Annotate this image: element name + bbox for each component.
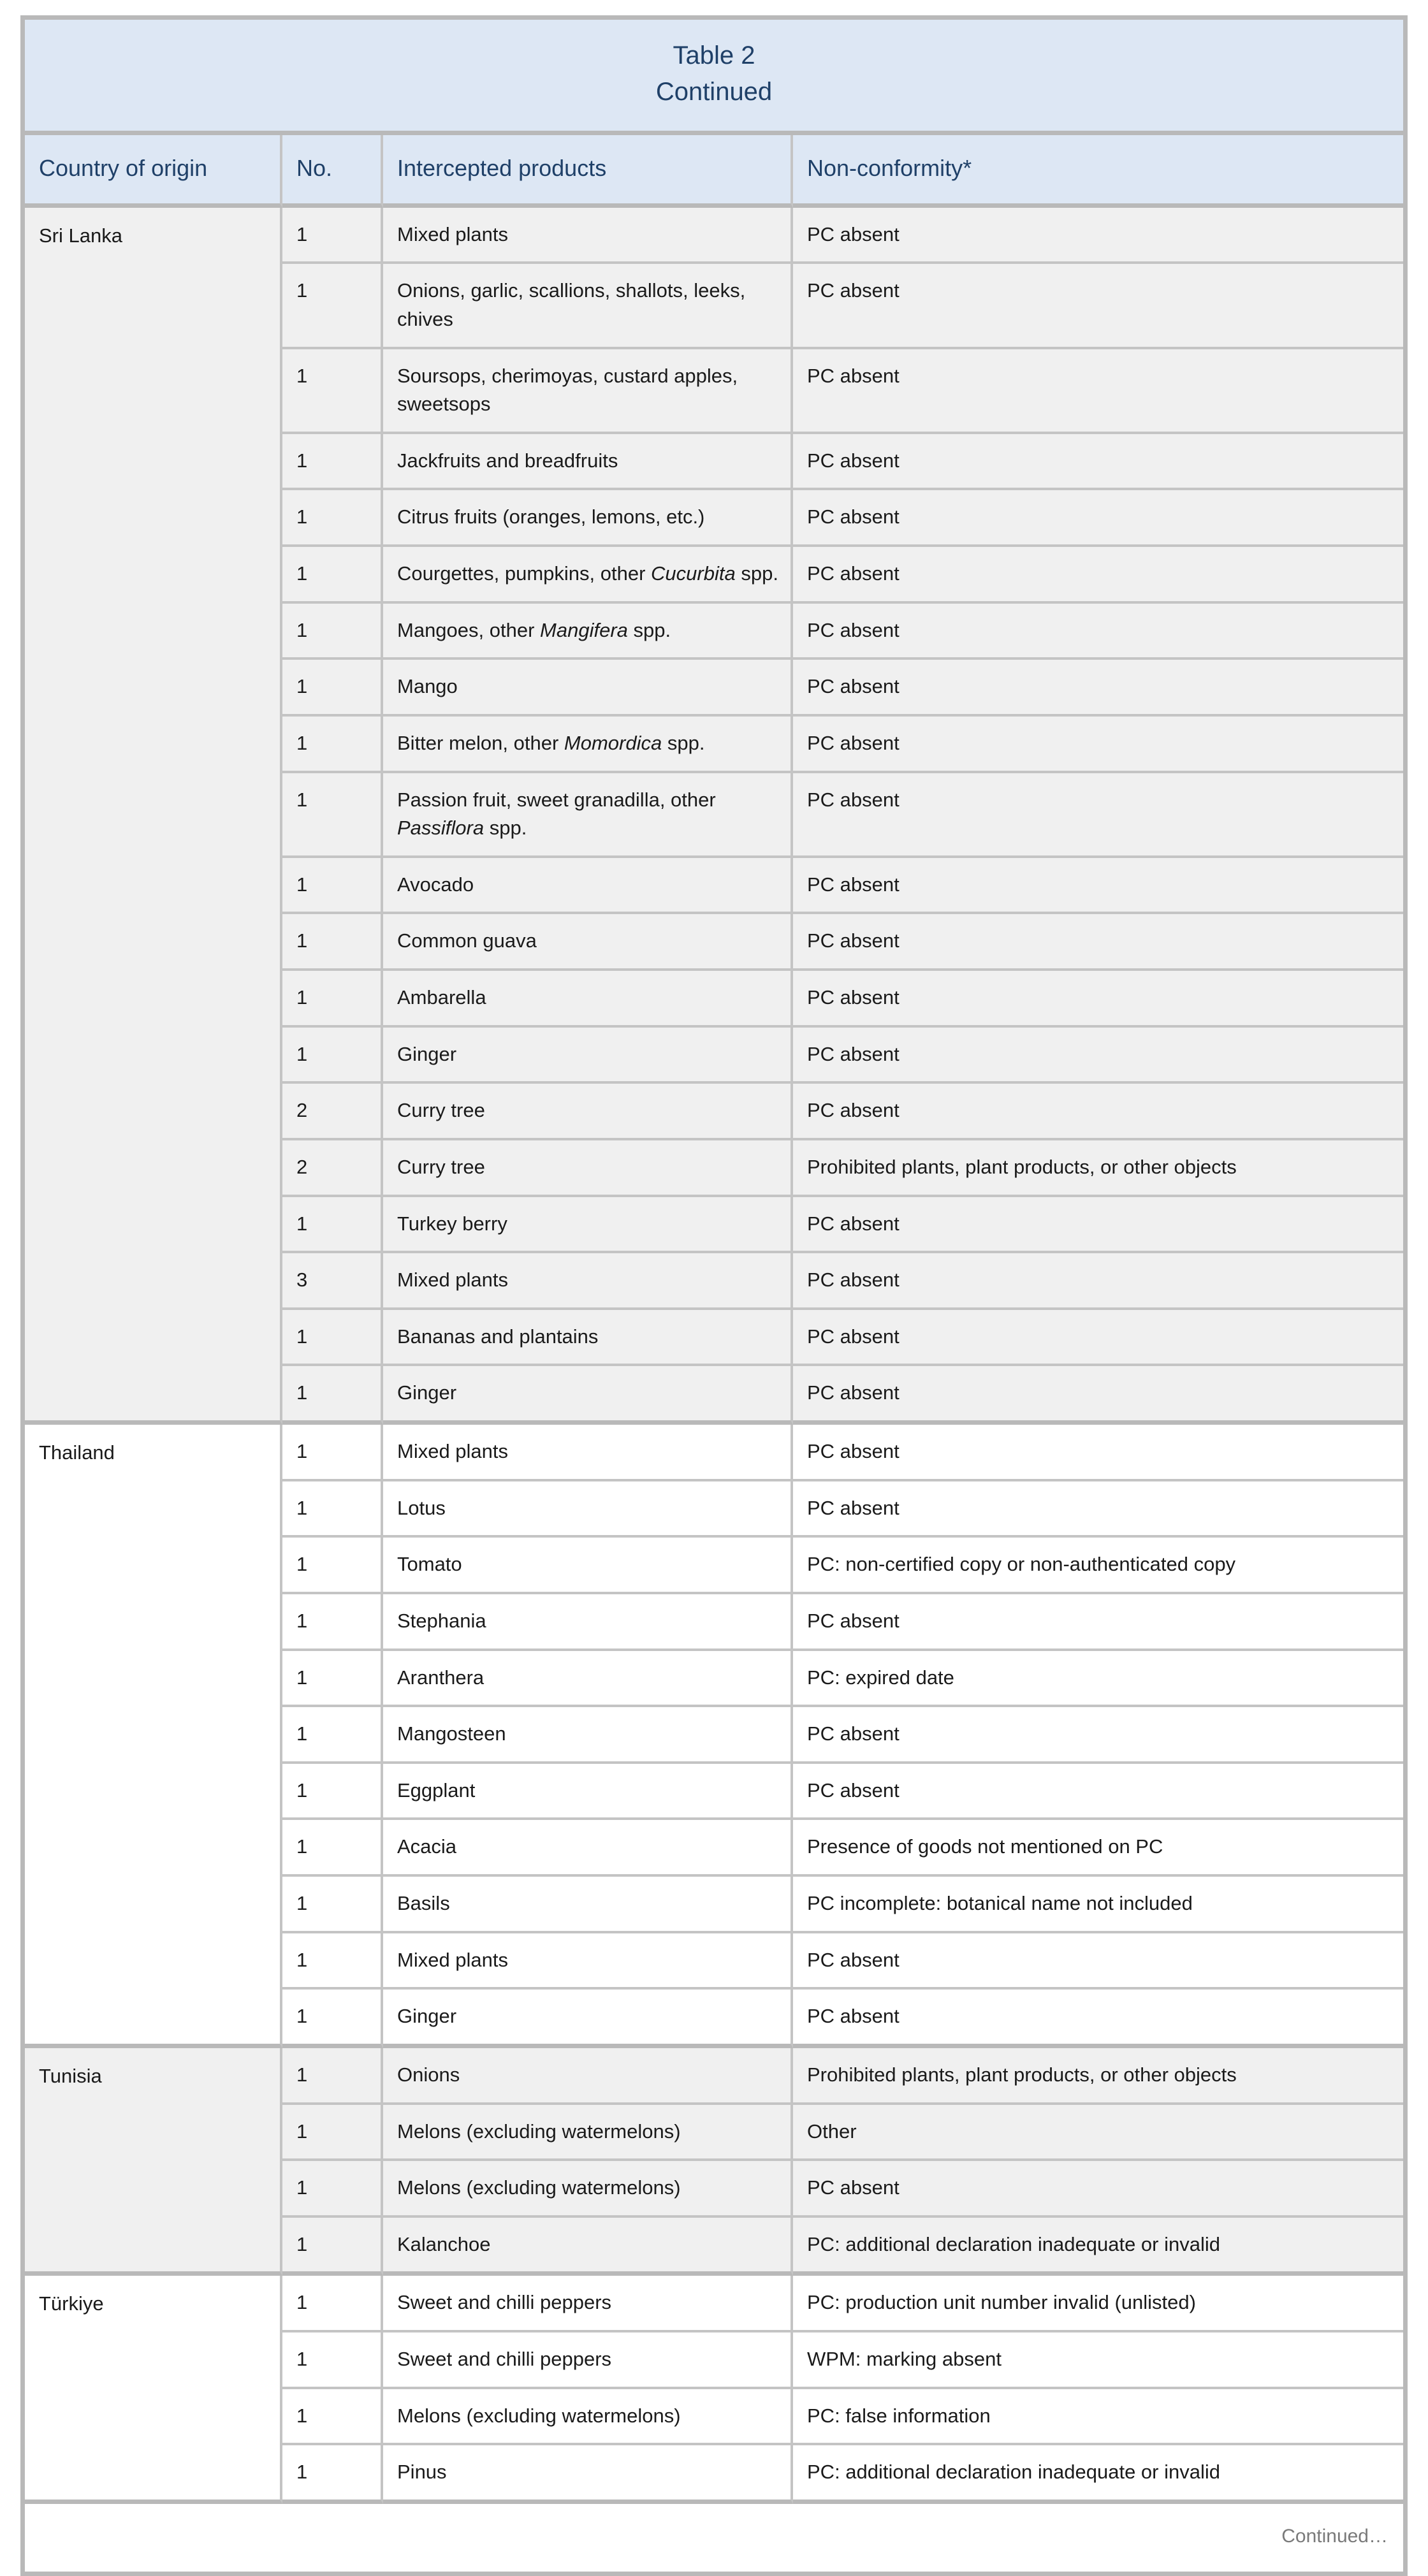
column-header-row: [25, 135, 1403, 208]
table-body: [25, 208, 1403, 2504]
intercepted-product-cell: Ginger: [383, 1028, 793, 1084]
intercepted-product-cell: Melons (excluding watermelons): [383, 2105, 793, 2162]
count-cell: 1: [282, 604, 383, 660]
non-conformity-cell: PC absent: [793, 1084, 1403, 1140]
non-conformity-cell: PC absent: [793, 208, 1403, 265]
country-of-origin-cell: Thailand: [25, 1425, 282, 2048]
table-row: [25, 208, 1403, 265]
count-cell: 1: [282, 1877, 383, 1933]
country-of-origin-cell: Sri Lanka: [25, 208, 282, 1425]
non-conformity-cell: PC absent: [793, 1425, 1403, 1481]
table-row: [25, 1425, 1403, 1481]
count-cell: 1: [282, 2445, 383, 2504]
non-conformity-cell: PC absent: [793, 434, 1403, 491]
count-cell: 2: [282, 1140, 383, 1197]
intercepted-product-cell: Sweet and chilli peppers: [383, 2332, 793, 2389]
non-conformity-cell: PC absent: [793, 858, 1403, 915]
column-header-products: Intercepted products: [383, 135, 793, 208]
intercepted-product-cell: Sweet and chilli peppers: [383, 2276, 793, 2332]
non-conformity-cell: PC absent: [793, 1481, 1403, 1538]
intercepted-product-cell: Melons (excluding watermelons): [383, 2161, 793, 2218]
non-conformity-cell: Presence of goods not mentioned on PC: [793, 1820, 1403, 1877]
non-conformity-cell: PC absent: [793, 604, 1403, 660]
table-subtitle: Continued: [655, 77, 773, 106]
intercepted-product-cell: Passion fruit, sweet granadilla, other Passiflora spp.: [383, 773, 793, 858]
intercepted-product-cell: Jackfruits and breadfruits: [383, 434, 793, 491]
intercepted-product-cell: Curry tree: [383, 1140, 793, 1197]
table-title-cell: [25, 20, 1403, 135]
table-title-row: [25, 20, 1403, 135]
non-conformity-cell: PC absent: [793, 490, 1403, 547]
count-cell: 1: [282, 208, 383, 265]
intercepted-product-cell: Eggplant: [383, 1764, 793, 1821]
count-cell: 1: [282, 914, 383, 971]
table-header: [25, 20, 1403, 208]
non-conformity-cell: PC: additional declaration inadequate or invalid: [793, 2218, 1403, 2276]
table-row: [25, 2048, 1403, 2105]
non-conformity-cell: PC absent: [793, 1366, 1403, 1425]
count-cell: 1: [282, 971, 383, 1028]
count-cell: 1: [282, 660, 383, 717]
intercepted-product-cell: Lotus: [383, 1481, 793, 1538]
count-cell: 1: [282, 2276, 383, 2332]
non-conformity-cell: PC absent: [793, 1707, 1403, 1764]
count-cell: 1: [282, 434, 383, 491]
non-conformity-cell: PC absent: [793, 1197, 1403, 1254]
count-cell: 1: [282, 490, 383, 547]
non-conformity-cell: PC absent: [793, 264, 1403, 349]
non-conformity-cell: PC absent: [793, 1253, 1403, 1310]
intercepted-product-cell: Tomato: [383, 1538, 793, 1594]
non-conformity-cell: PC absent: [793, 1028, 1403, 1084]
count-cell: 1: [282, 264, 383, 349]
non-conformity-cell: PC incomplete: botanical name not included: [793, 1877, 1403, 1933]
intercepted-product-cell: Mangoes, other Mangifera spp.: [383, 604, 793, 660]
intercepted-product-cell: Mixed plants: [383, 1933, 793, 1990]
count-cell: 1: [282, 2161, 383, 2218]
intercepted-product-cell: Mixed plants: [383, 208, 793, 265]
intercepted-product-cell: Mixed plants: [383, 1425, 793, 1481]
intercepted-product-cell: Common guava: [383, 914, 793, 971]
count-cell: 1: [282, 547, 383, 604]
country-of-origin-cell: Türkiye: [25, 2276, 282, 2504]
table-title: Table 2: [673, 41, 755, 69]
intercepted-product-cell: Onions, garlic, scallions, shallots, leeks, chives: [383, 264, 793, 349]
count-cell: 1: [282, 349, 383, 434]
continued-label: Continued…: [25, 2504, 1403, 2572]
intercepted-product-cell: Aranthera: [383, 1651, 793, 1708]
count-cell: 3: [282, 1253, 383, 1310]
count-cell: 1: [282, 1481, 383, 1538]
intercepted-product-cell: Basils: [383, 1877, 793, 1933]
non-conformity-cell: PC: non-certified copy or non-authenticated copy: [793, 1538, 1403, 1594]
intercepted-product-cell: Bananas and plantains: [383, 1310, 793, 1367]
intercepted-product-cell: Onions: [383, 2048, 793, 2105]
country-of-origin-cell: Tunisia: [25, 2048, 282, 2276]
count-cell: 1: [282, 858, 383, 915]
non-conformity-cell: PC: false information: [793, 2389, 1403, 2446]
intercepted-product-cell: Curry tree: [383, 1084, 793, 1140]
intercepted-product-cell: Kalanchoe: [383, 2218, 793, 2276]
count-cell: 1: [282, 2105, 383, 2162]
count-cell: 1: [282, 1933, 383, 1990]
non-conformity-cell: WPM: marking absent: [793, 2332, 1403, 2389]
intercepted-product-cell: Bitter melon, other Momordica spp.: [383, 717, 793, 773]
count-cell: 1: [282, 1707, 383, 1764]
non-conformity-cell: PC: additional declaration inadequate or invalid: [793, 2445, 1403, 2504]
count-cell: 1: [282, 2389, 383, 2446]
non-conformity-cell: PC absent: [793, 717, 1403, 773]
footer-row: [25, 2504, 1403, 2572]
count-cell: 1: [282, 1990, 383, 2048]
count-cell: 1: [282, 1594, 383, 1651]
non-conformity-cell: Prohibited plants, plant products, or other objects: [793, 2048, 1403, 2105]
count-cell: 1: [282, 1820, 383, 1877]
non-conformity-cell: PC absent: [793, 1933, 1403, 1990]
column-header-no: No.: [282, 135, 383, 208]
non-conformity-cell: PC absent: [793, 660, 1403, 717]
intercepted-product-cell: Turkey berry: [383, 1197, 793, 1254]
count-cell: 1: [282, 1538, 383, 1594]
intercepted-product-cell: Stephania: [383, 1594, 793, 1651]
intercepted-product-cell: Courgettes, pumpkins, other Cucurbita spp.: [383, 547, 793, 604]
column-header-nonconformity: Non-conformity*: [793, 135, 1403, 208]
intercepted-product-cell: Acacia: [383, 1820, 793, 1877]
count-cell: 1: [282, 2218, 383, 2276]
intercepted-product-cell: Ambarella: [383, 971, 793, 1028]
non-conformity-cell: PC absent: [793, 1310, 1403, 1367]
count-cell: 1: [282, 2332, 383, 2389]
count-cell: 1: [282, 1425, 383, 1481]
intercepted-product-cell: Mangosteen: [383, 1707, 793, 1764]
count-cell: 2: [282, 1084, 383, 1140]
non-conformity-cell: PC absent: [793, 547, 1403, 604]
count-cell: 1: [282, 1366, 383, 1425]
non-conformity-cell: PC absent: [793, 1594, 1403, 1651]
non-conformity-cell: PC absent: [793, 2161, 1403, 2218]
intercepted-product-cell: Ginger: [383, 1990, 793, 2048]
non-conformity-cell: PC absent: [793, 971, 1403, 1028]
count-cell: 1: [282, 1764, 383, 1821]
count-cell: 1: [282, 1310, 383, 1367]
non-conformity-cell: Other: [793, 2105, 1403, 2162]
intercepted-product-cell: Avocado: [383, 858, 793, 915]
table-footer: [25, 2504, 1403, 2572]
intercepted-product-cell: Mango: [383, 660, 793, 717]
intercepted-product-cell: Ginger: [383, 1366, 793, 1425]
count-cell: 1: [282, 773, 383, 858]
non-conformity-cell: PC: production unit number invalid (unlisted): [793, 2276, 1403, 2332]
intercepted-product-cell: Citrus fruits (oranges, lemons, etc.): [383, 490, 793, 547]
non-conformity-cell: PC absent: [793, 349, 1403, 434]
intercepted-product-cell: Pinus: [383, 2445, 793, 2504]
count-cell: 1: [282, 1651, 383, 1708]
column-header-country: Country of origin: [25, 135, 282, 208]
non-conformity-cell: PC: expired date: [793, 1651, 1403, 1708]
intercepted-product-cell: Soursops, cherimoyas, custard apples, sweetsops: [383, 349, 793, 434]
non-conformity-cell: Prohibited plants, plant products, or other objects: [793, 1140, 1403, 1197]
count-cell: 1: [282, 1028, 383, 1084]
intercepted-product-cell: Mixed plants: [383, 1253, 793, 1310]
intercepted-product-cell: Melons (excluding watermelons): [383, 2389, 793, 2446]
non-conformity-cell: PC absent: [793, 1764, 1403, 1821]
count-cell: 1: [282, 1197, 383, 1254]
non-conformity-cell: PC absent: [793, 773, 1403, 858]
count-cell: 1: [282, 2048, 383, 2105]
non-conformity-cell: PC absent: [793, 1990, 1403, 2048]
non-conformity-cell: PC absent: [793, 914, 1403, 971]
table-row: [25, 2276, 1403, 2332]
count-cell: 1: [282, 717, 383, 773]
interceptions-table: [20, 15, 1408, 2576]
